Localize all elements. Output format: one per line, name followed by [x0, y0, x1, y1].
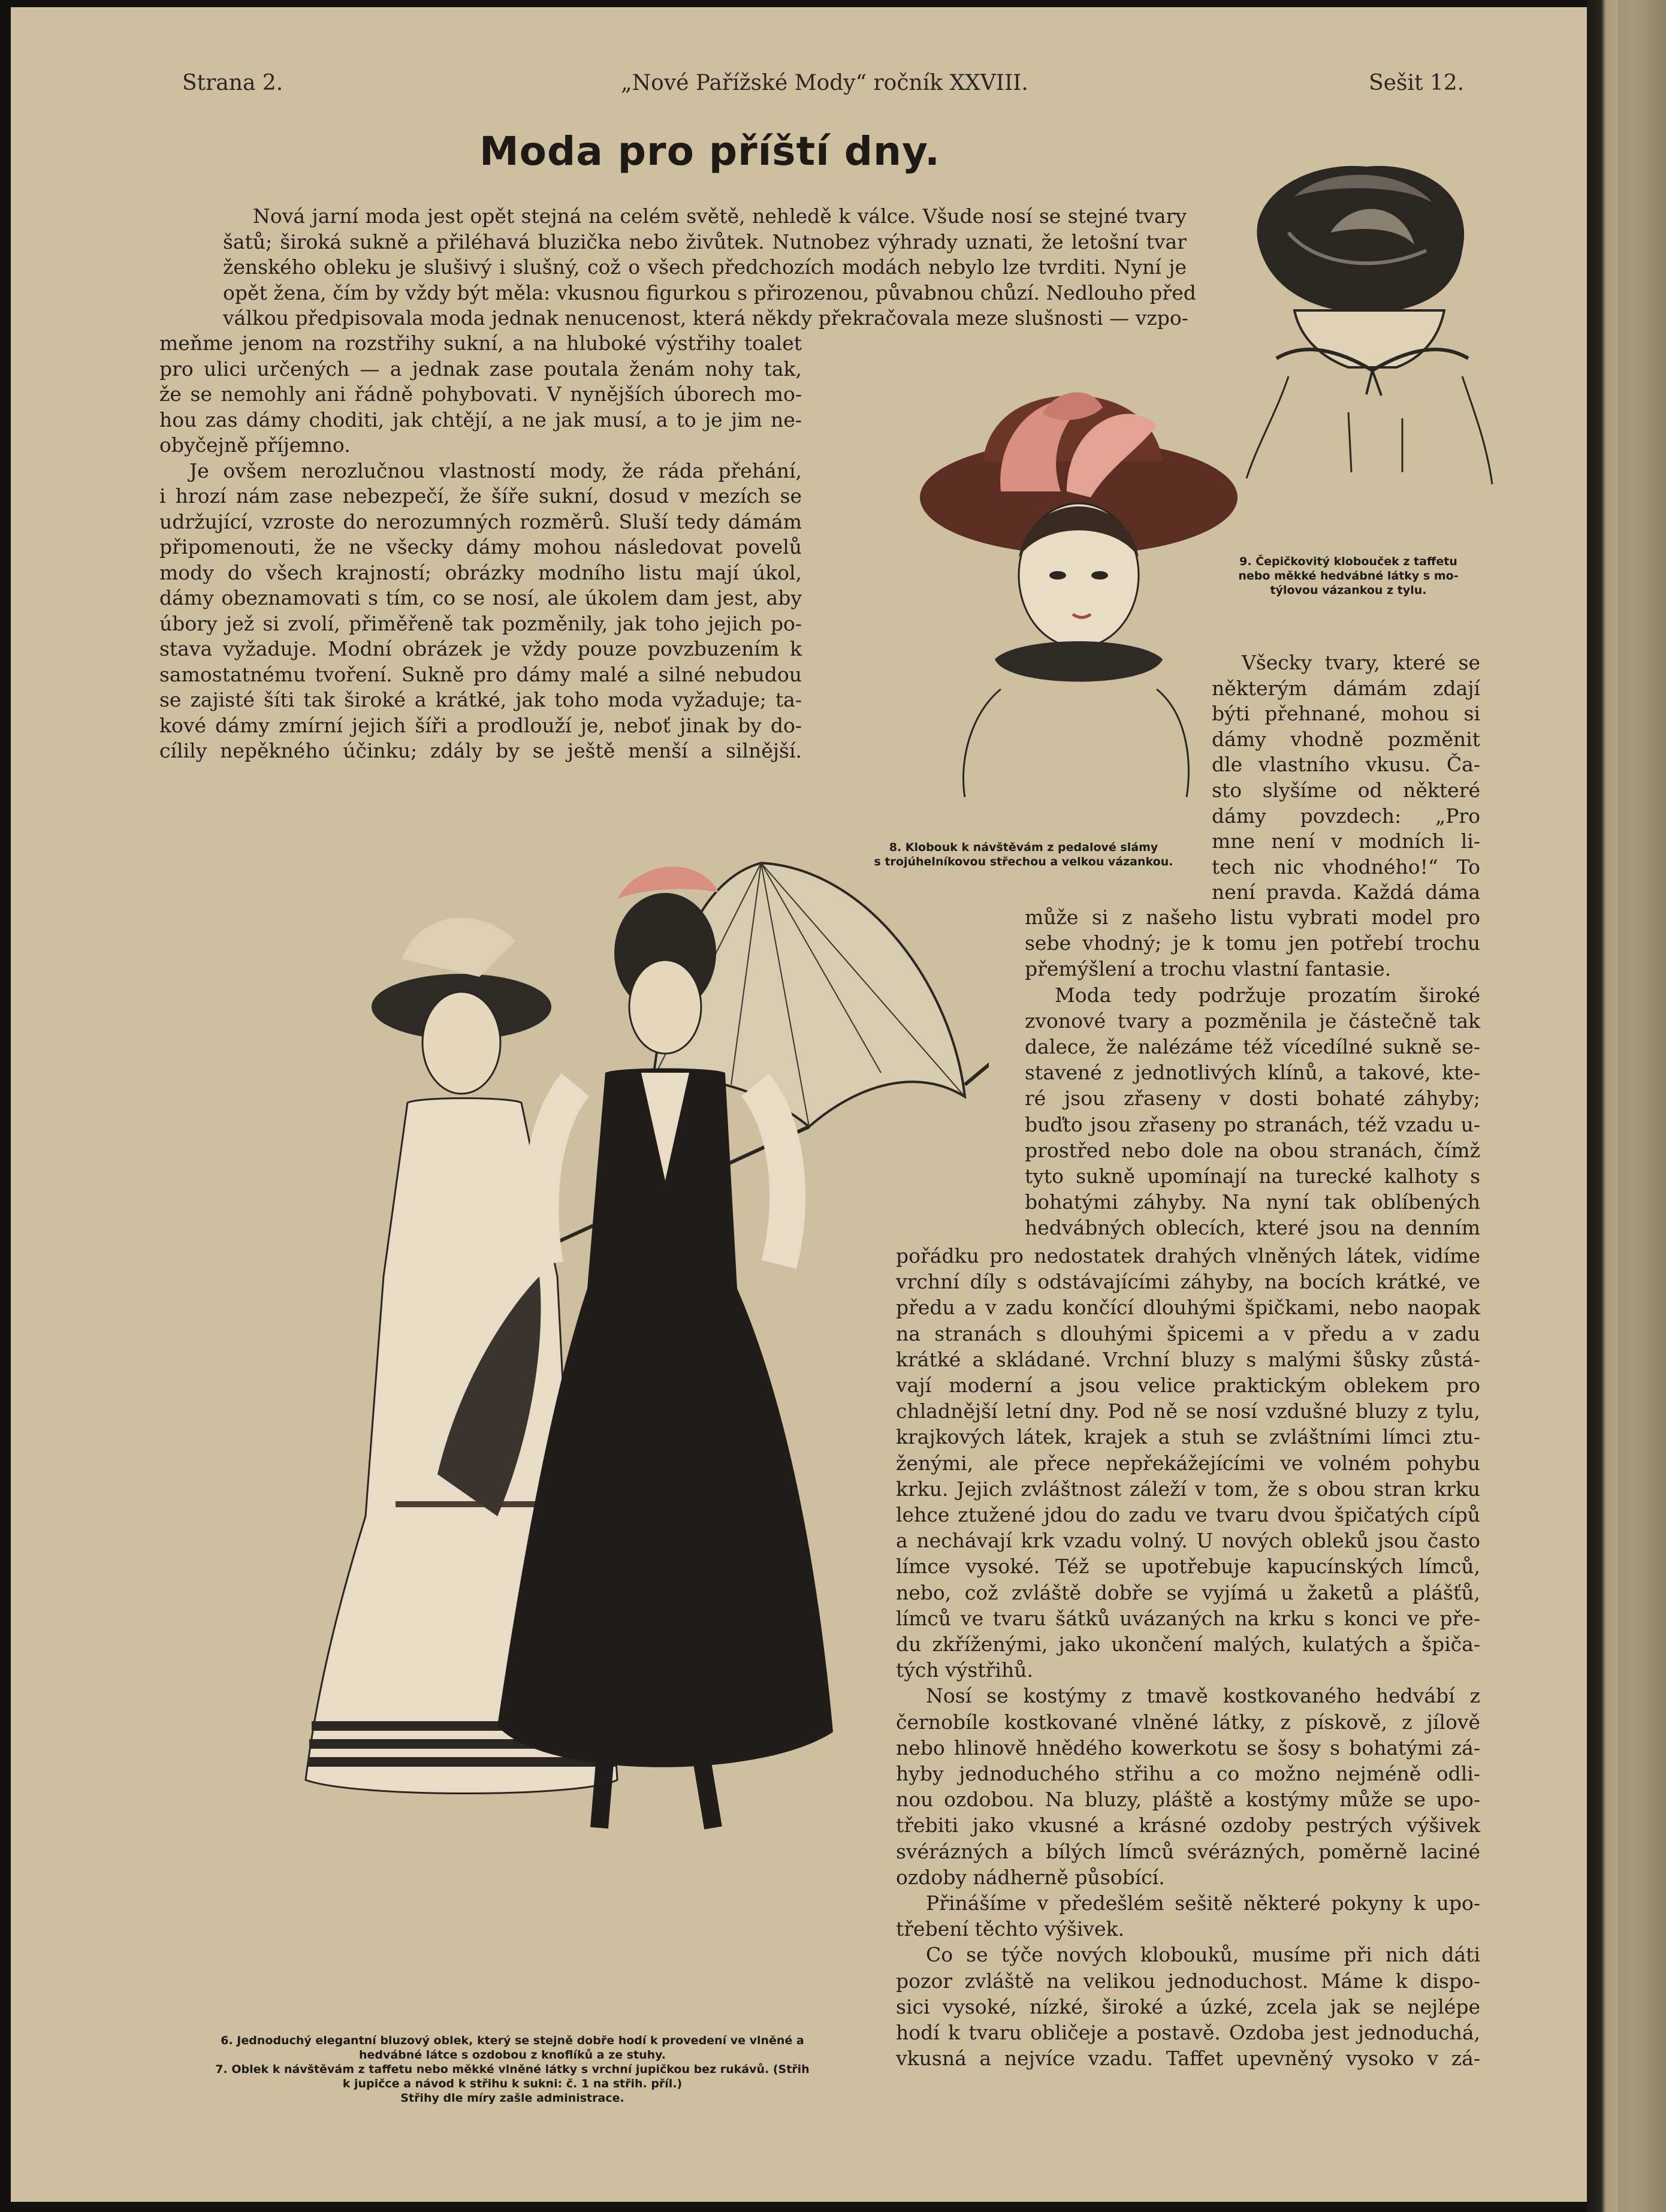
text-line: nebo, což zvláště dobře se vyjímá u žaketů a plášťů,	[896, 1580, 1480, 1604]
spine-shadow	[1618, 0, 1666, 2212]
text-line: Je ovšem nerozlučnou vlastností mody, že ráda přehání,	[189, 458, 802, 482]
text-line: sebe vhodný; je k tomu jen potřebí trochu	[1025, 931, 1480, 955]
text-line: udržující, vzroste do nerozumných rozměrů. Sluší tedy dámám	[159, 509, 802, 533]
text-line: krku. Jejich zvláštnost záleží v tom, že s obou stran krku	[896, 1477, 1480, 1501]
text-line: i hrozí nám zase nebezpečí, že šíře sukní, dosud v mezích se	[159, 484, 802, 508]
text-line: opět žena, čím by vždy být měla: vkusnou figurkou s přirozenou, půvabnou chůzí. Nedlouho před	[223, 280, 1196, 304]
text-line: zvonové tvary a pozměnila je částečně tak	[1025, 1009, 1480, 1033]
text-line: se zajisté šíti tak široké a krátké, jak toho moda vyžaduje; ta-	[159, 688, 802, 711]
text-line: hodí k tvaru obličeje a postavě. Ozdoba jest jednoduchá,	[896, 2021, 1480, 2044]
running-title: „Nové Pařížské Mody“ ročník XXVIII.	[621, 71, 1028, 95]
caption-line: nebo měkké hedvábné látky s mo-	[1238, 569, 1459, 583]
text-line: buďto jsou zřaseny po stranách, též vzadu u-	[1025, 1112, 1480, 1136]
text-line: krátké a skládané. Vrchní bluzy s malými šůsky zůstá-	[896, 1347, 1480, 1371]
text-line: Nová jarní moda jest opět stejná na celém světě, nehledě k válce. Všude nosí se stejné tvary	[253, 204, 1187, 228]
text-line: du zkříženými, jako ukončení malých, kulatých a špiča-	[896, 1632, 1480, 1656]
caption-line: 9. Čepičkovitý klobouček z taffetu	[1239, 555, 1457, 568]
text-line: kové dámy zmírní jejich šíři a prodlouží je, neboť jinak by do-	[159, 713, 802, 737]
text-line: dle vlastního vkusu. Ča-	[1212, 753, 1480, 777]
text-line: předu a v zadu končící dlouhými špičkami, nebo naopak	[896, 1296, 1480, 1320]
caption-line: 7. Oblek k návštěvám z taffetu nebo měkké vlněné látky s vrchní jupičkou bez rukávů. (Střih	[215, 2063, 810, 2076]
text-line: a nechávají krk vzadu volný. U nových obleků jsou často	[896, 1529, 1480, 1553]
fig6-7-women-illustration	[282, 845, 989, 2014]
text-line: vrchní díly s odstávajícími záhyby, na bocích krátké, ve	[896, 1270, 1480, 1294]
text-line: že se nemohly ani řádně pohybovati. V nynějších úborech mo-	[159, 382, 802, 406]
text-line: dámy obeznamovati s tím, co se nosí, ale úkolem dam jest, aby	[159, 586, 802, 609]
text-line: tých výstřihů.	[896, 1658, 1033, 1682]
caption-line: Střihy dle míry zašle administrace.	[400, 2092, 624, 2105]
text-line: šatů; široká sukně a přiléhavá bluzička nebo živůtek. Nutnobez výhrady uznati, že letošní tvar	[223, 230, 1187, 254]
text-line: pozor zvláště na velikou jednoduchost. Máme k dispo-	[896, 1969, 1480, 1993]
text-line: nou ozdobou. Na bluzy, pláště a kostýmy může se upo-	[896, 1788, 1480, 1812]
text-line: dámy povzdech: „Pro	[1212, 804, 1480, 828]
text-line: sici vysoké, nízké, široké a úzké, zcela jak se nejlépe	[896, 1994, 1480, 2018]
caption-line: 8. Klobouk k návštěvám z pedalové slámy	[889, 841, 1158, 854]
text-line: prostřed nebo dole na obou stranách, čímž	[1025, 1138, 1480, 1162]
text-line: mody do všech krajností; obrázky modního listu mají úkol,	[159, 560, 802, 584]
text-line: svérázných a bílých límců svérázných, poměrně laciné	[896, 1839, 1480, 1863]
caption-line: hedvábné látce s ozdobou z knoflíků a ze stuhy.	[358, 2048, 666, 2062]
text-line: tech nic vhodného!“ To	[1212, 855, 1480, 879]
text-line: Co se týče nových klobouků, musíme při nich dáti	[926, 1943, 1480, 1967]
text-line: chladnější letní dny. Pod ně se nosí vzdušné bluzy z tylu,	[896, 1399, 1480, 1423]
text-line: lehce ztužené jdou do zadu ve tvaru dvou špičatých cípů	[896, 1503, 1480, 1526]
text-line: ozdoby nádherně působící.	[896, 1865, 1165, 1889]
text-line: černobíle kostkované vlněné látky, z pískově, z jílově	[896, 1710, 1480, 1734]
text-line: bohatými záhyby. Na nyní tak oblíbených	[1025, 1190, 1480, 1214]
text-line: třebiti jako vkusné a krásné ozdoby pestrých výšivek	[896, 1813, 1480, 1837]
text-line: samostatnému tvoření. Sukně pro dámy malé a silné nebudou	[159, 662, 802, 686]
text-line: na stranách s dlouhými špicemi a v předu a v zadu	[896, 1321, 1480, 1345]
text-line: Všecky tvary, které se	[1242, 651, 1480, 674]
fig9-bonnet-illustration	[1223, 161, 1522, 556]
text-line: hyby jednoduchého střihu a co možno nejméně odli-	[896, 1762, 1480, 1785]
text-line: nebo hlinově hnědého kowerkotu se šosy s bohatými zá-	[896, 1736, 1480, 1760]
text-line: ženského obleku je slušivý i slušný, což o všech předchozích modách nebylo lze tvrditi. Nyní je	[223, 255, 1187, 279]
text-line: límce vysoké. Též se upotřebuje kapucínských límců,	[896, 1555, 1480, 1579]
text-line: může si z našeho listu vybrati model pro	[1025, 906, 1480, 929]
text-line: dalece, že nalézáme též vícedílné sukně se-	[1025, 1035, 1480, 1058]
text-line: ženými, ale přece nepřekážejícími ve volném pohybu	[896, 1451, 1480, 1475]
text-line: býti přehnané, mohou si	[1212, 702, 1480, 726]
text-line: připomenouti, že ne všecky dámy mohou následovat povelů	[159, 535, 802, 559]
text-line: mne není v modních li-	[1212, 829, 1480, 853]
text-line: úbory jež si zvolí, přiměřeně tak pozměnily, jak toho jejich po-	[159, 611, 802, 635]
article-title: Moda pro příští dny.	[479, 128, 941, 174]
text-line: Nosí se kostýmy z tmavě kostkovaného hedvábí z	[926, 1684, 1480, 1708]
caption-line: 6. Jednoduchý elegantní bluzový oblek, který se stejně dobře hodí k provedení ve vlněné a	[221, 2034, 804, 2047]
text-line: sto slyšíme od některé	[1212, 778, 1480, 802]
text-line: límců ve tvaru šátků uvázaných na krku s konci ve pře-	[896, 1606, 1480, 1630]
text-line: cílily nepěkného účinku; zdály by se ještě menší a silnější.	[159, 739, 802, 762]
fig8-hat-illustration	[911, 378, 1247, 833]
text-line: ré jsou zřaseny v dosti bohaté záhyby;	[1025, 1087, 1480, 1110]
text-line: některým dámám zdají	[1212, 676, 1480, 700]
text-line: tyto sukně upomínají na turecké kalhoty s	[1025, 1164, 1480, 1188]
text-line: krajkových látek, krajek a stuh se zvláštními límci ztu-	[896, 1425, 1480, 1449]
page-number: Strana 2.	[182, 71, 283, 95]
caption-line: s trojúhelníkovou střechou a velkou vázankou.	[874, 855, 1173, 868]
text-line: pořádku pro nedostatek drahých vlněných látek, vidíme	[896, 1244, 1480, 1268]
text-line: Moda tedy podržuje prozatím široké	[1055, 983, 1480, 1007]
text-line: stavené z jednotlivých klínů, a takové, kte-	[1025, 1061, 1480, 1085]
text-line: hedvábných oblecích, které jsou na denním	[1025, 1216, 1480, 1240]
text-line: není pravda. Každá dáma	[1212, 880, 1480, 904]
text-line: válkou předpisovala moda jednak nenucenost, která někdy překračovala meze slušnosti — vzpo-	[223, 306, 1188, 330]
text-line: pro ulici určených — a jednak zase poutala ženám nohy tak,	[159, 357, 802, 381]
text-line: vají moderní a jsou velice praktickým oblekem pro	[896, 1374, 1480, 1397]
text-line: dámy vhodně pozměnit	[1212, 727, 1480, 751]
text-line: hou zas dámy choditi, jak chtějí, a ne jak musí, a to je jim ne-	[159, 408, 802, 431]
caption-line: k jupičce a návod k střihu k sukni: č. 1 na střih. příl.)	[342, 2077, 683, 2090]
issue-number: Sešit 12.	[1369, 71, 1465, 95]
caption-line: týlovou vázankou z tylu.	[1270, 584, 1427, 597]
text-line: meňme jenom na rozstřihy sukní, a na hluboké výstřihy toalet	[159, 331, 802, 355]
text-line: vkusná a nejvíce vzadu. Taffet upevněný vysoko v zá-	[896, 2047, 1480, 2071]
text-line: Přinášíme v předešlém sešitě některé pokyny k upo-	[926, 1891, 1480, 1915]
text-line: stava vyžaduje. Modní obrázek je vždy pouze povzbuzením k	[159, 637, 802, 660]
text-line: obyčejně příjemno.	[159, 433, 351, 457]
text-line: třebení těchto výšivek.	[896, 1917, 1125, 1941]
text-line: přemýšlení a trochu vlastní fantasie.	[1025, 957, 1392, 981]
